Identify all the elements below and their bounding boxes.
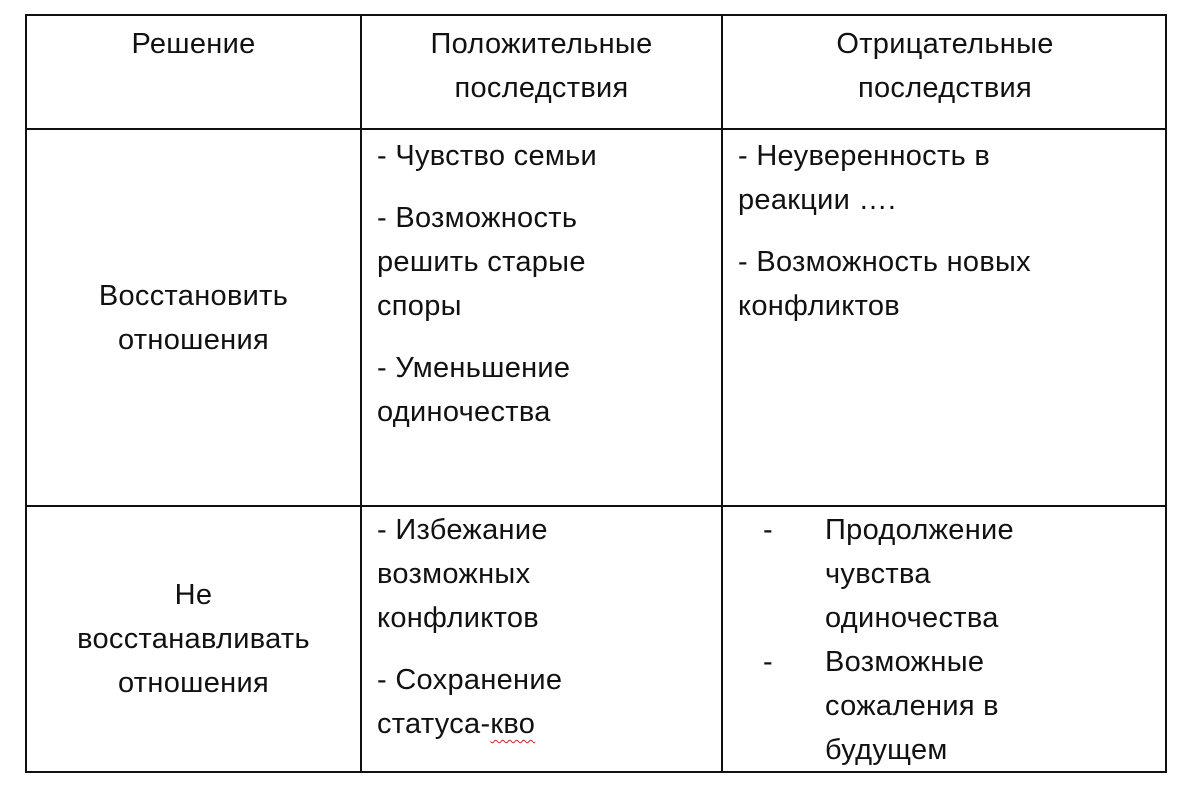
text-line: - Возможность: [377, 202, 578, 234]
text-line: - Неуверенность в: [738, 140, 991, 172]
text-line: чувства: [825, 558, 931, 590]
text-line: решить старые: [377, 246, 586, 278]
row1-positive: [377, 134, 712, 452]
text-line: сожаления в: [825, 690, 999, 722]
text-line: - Возможность новых: [738, 246, 1031, 278]
text-line: - Чувство семьи: [377, 140, 598, 172]
row1-decision-line1: Восстановить: [98, 279, 289, 312]
list-dash: -: [763, 646, 773, 678]
text-line: реакции ….: [738, 184, 897, 216]
row2-negative-item-2: [723, 640, 1167, 772]
row1-positive-item-2: [377, 196, 712, 328]
row1-negative-item-1: [738, 134, 1163, 222]
header-decision-text: Решение: [131, 28, 256, 60]
row2-positive-item-2: [377, 658, 712, 746]
decision-table: [25, 14, 1167, 773]
text-line: Возможные: [825, 646, 985, 678]
header-negative: [723, 22, 1167, 110]
row2-positive: [377, 508, 712, 764]
text-line: [377, 702, 712, 746]
row1-negative: [738, 134, 1163, 346]
spellcheck-marked-word: кво: [490, 708, 536, 740]
text-line: одиночества: [377, 396, 551, 428]
row1-positive-item-3: [377, 346, 712, 434]
text-line: Продолжение: [825, 514, 1014, 546]
row2-decision-line2: восстанавливать: [77, 623, 310, 655]
text-line: возможных: [377, 558, 531, 590]
row2-decision: [27, 507, 360, 771]
row2-decision-line1: Не: [174, 579, 213, 611]
row1-positive-item-1: [377, 134, 712, 178]
text-line: одиночества: [825, 602, 999, 634]
row1-decision-line2: отношения: [118, 323, 269, 356]
text-span: статуса-: [377, 708, 491, 740]
row2-positive-item-1: [377, 508, 712, 640]
list-dash: -: [763, 514, 773, 546]
text-line: - Сохранение: [377, 664, 563, 696]
header-positive-line2: последствия: [454, 72, 629, 104]
text-line: споры: [377, 290, 462, 322]
header-positive: [362, 22, 721, 110]
text-line: будущем: [825, 734, 948, 766]
header-positive-line1: Положительные: [430, 28, 653, 60]
header-negative-line1: Отрицательные: [836, 28, 1054, 60]
text-line: - Избежание: [377, 514, 548, 546]
row2-negative: [723, 508, 1167, 772]
header-decision: [27, 22, 360, 66]
header-negative-line2: последствия: [857, 72, 1033, 104]
text-line: - Уменьшение: [377, 352, 571, 384]
row2-negative-item-1: [723, 508, 1167, 640]
text-line: конфликтов: [738, 290, 901, 322]
row1-negative-item-2: [738, 240, 1163, 328]
row1-decision: [27, 130, 360, 505]
text-line: конфликтов: [377, 602, 540, 634]
row2-decision-line3: отношения: [118, 667, 269, 699]
